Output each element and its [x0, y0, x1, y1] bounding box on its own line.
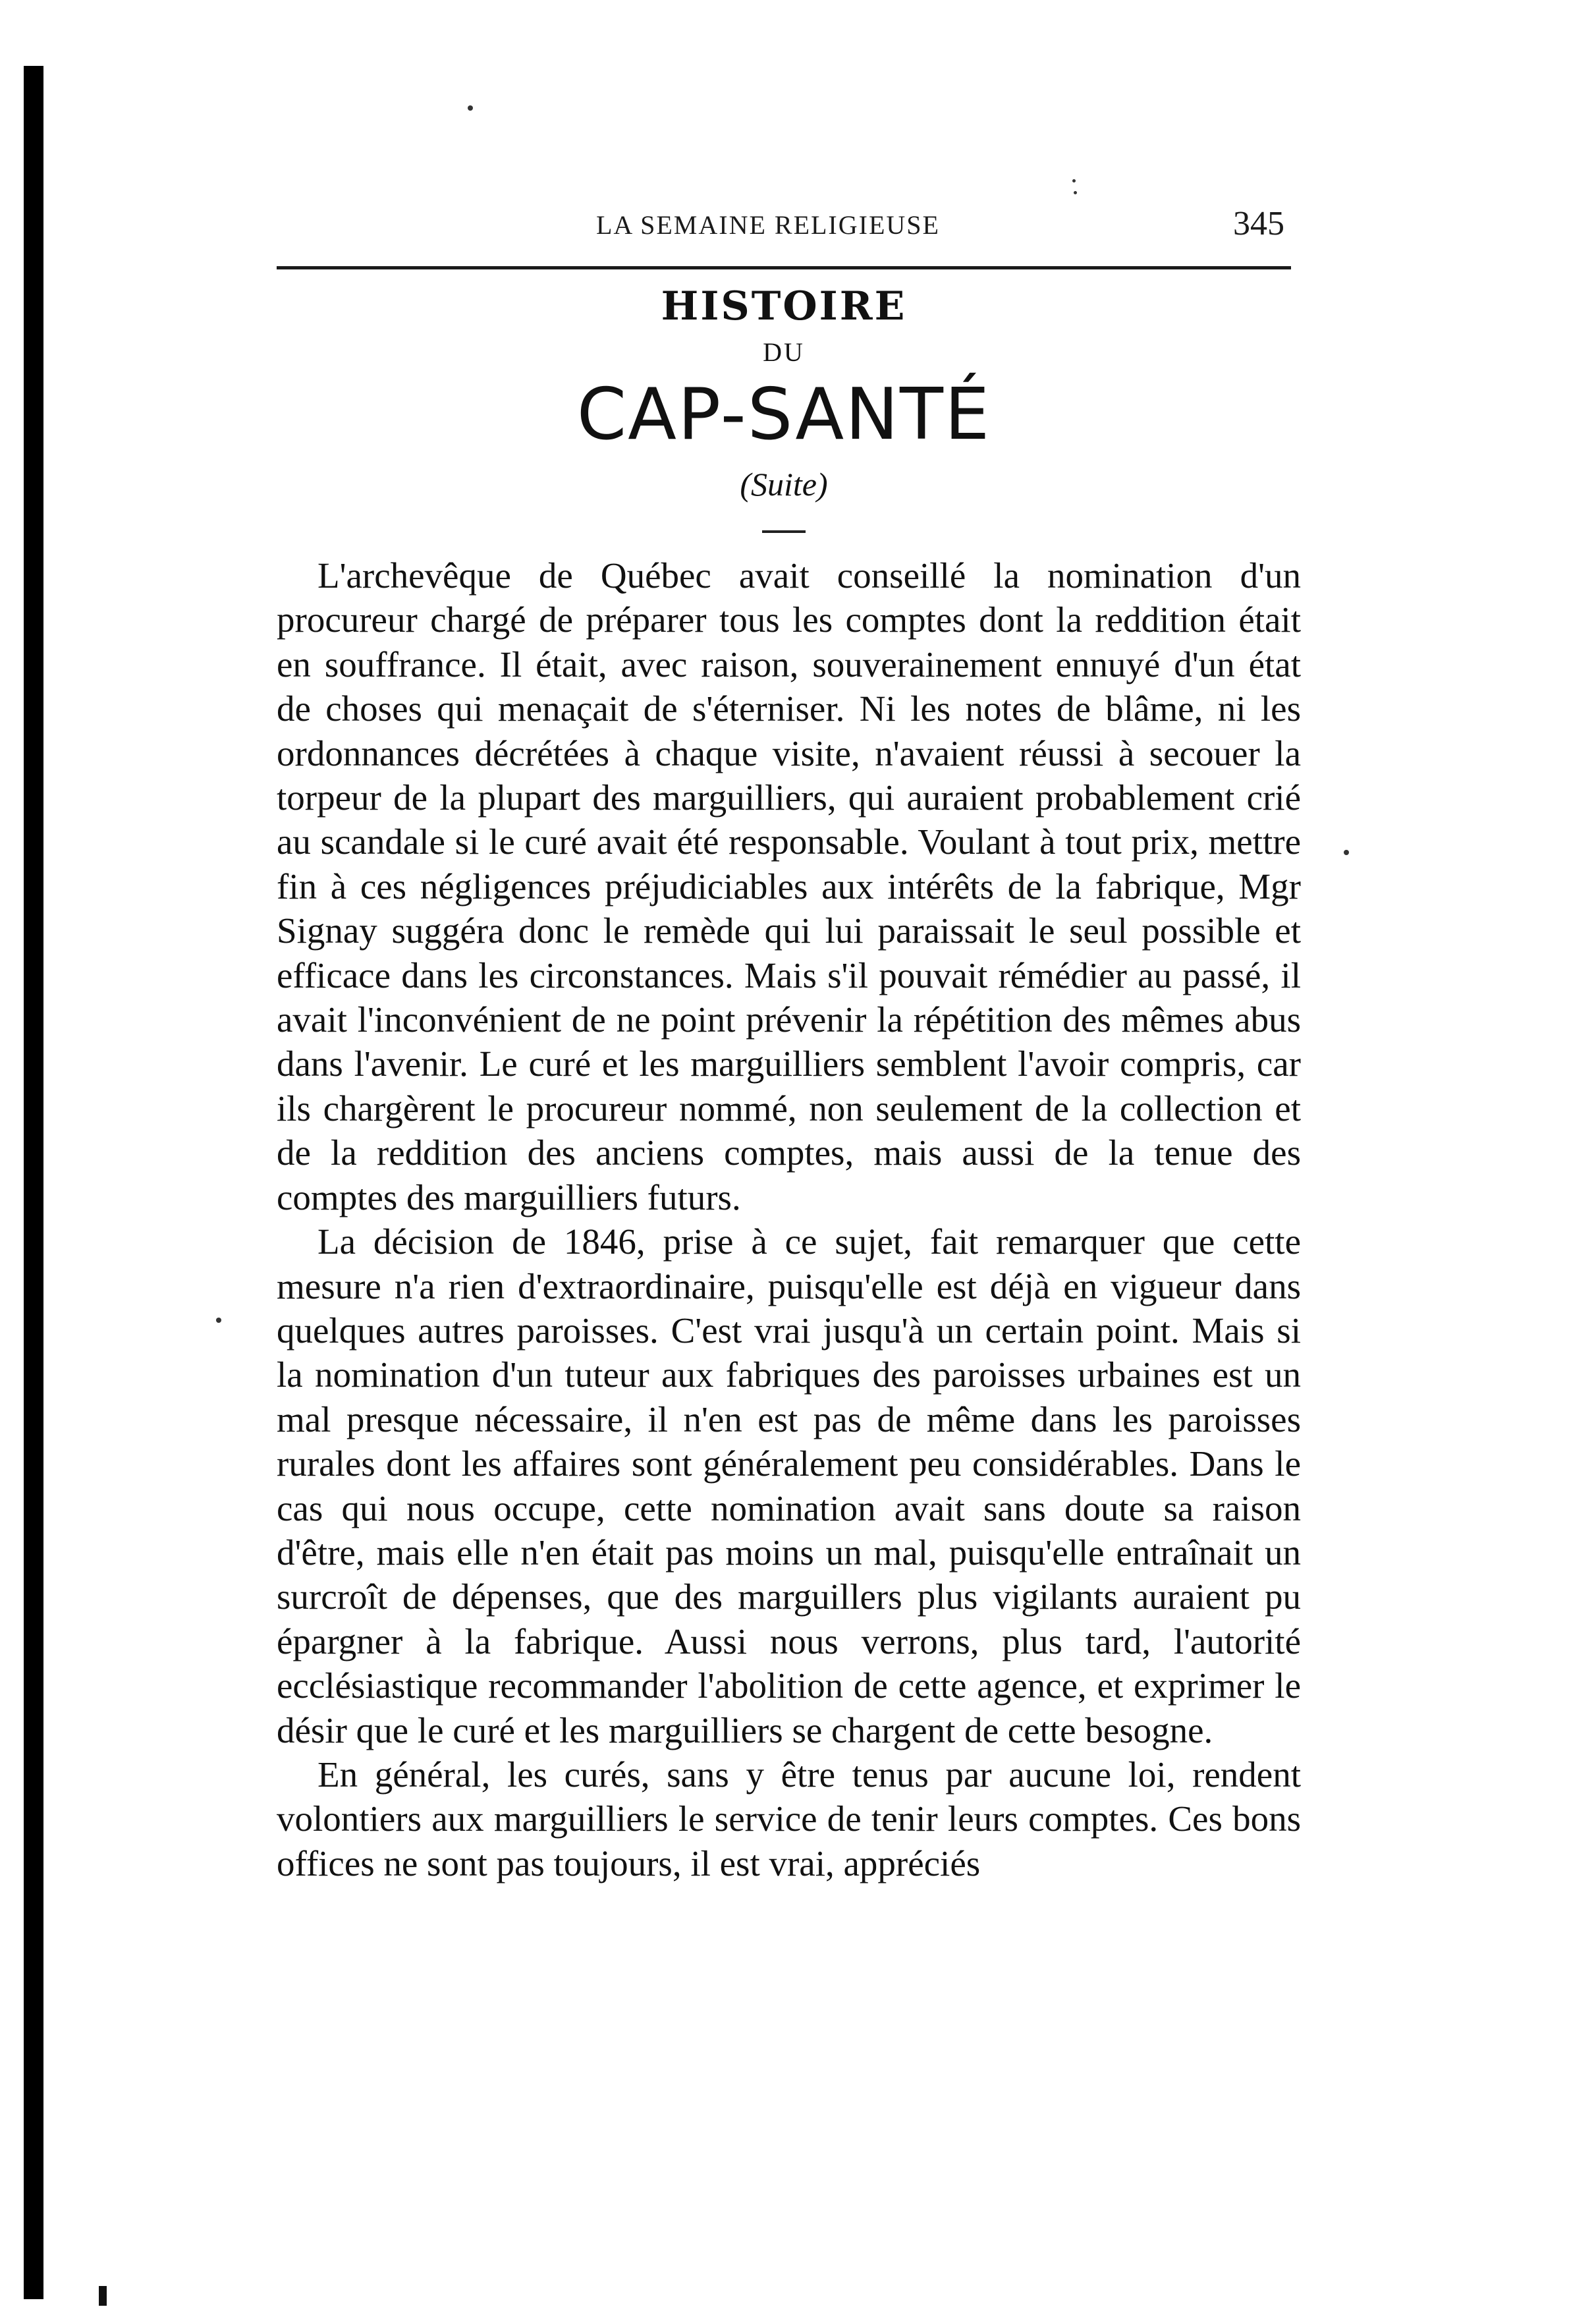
- print-speck: [1074, 191, 1077, 194]
- article-body: [277, 553, 1301, 1885]
- running-title: LA SEMAINE RELIGIEUSE: [596, 210, 940, 240]
- print-speck: [1072, 179, 1076, 182]
- print-speck: [216, 1318, 221, 1323]
- title-line-suite: (Suite): [740, 466, 828, 503]
- article-title: [277, 280, 1291, 511]
- title-line-cap-sante: CAP-SANTÉ: [576, 374, 991, 456]
- page-number: 345: [1233, 205, 1284, 242]
- page-binding-shadow: [24, 66, 43, 2299]
- page-binding-mark: [99, 2286, 107, 2306]
- title-rule: [762, 530, 806, 533]
- print-speck: [1344, 850, 1349, 855]
- print-speck: [468, 105, 473, 111]
- title-line-du: DU: [763, 337, 805, 367]
- paragraph: L'archevêque de Québec avait conseillé la nomination d'un procureur chargé de préparer tous les comptes dont la reddition était en souffrance. Il était, avec raison, souverainement ennuyé d'un état de choses qui menaçait de s'éterniser. Ni les notes de blâme, ni les ordonnances décrétées à chaque visite, n'avaient réussi à secouer la torpeur de la plupart des marguilliers, qui auraient probablement crié au scandale si le curé avait été responsable. Voulant à tout prix, mettre fin à ces négligences préjudiciables aux intérêts de la fabrique, Mgr Signay suggéra donc le remède qui lui paraissait le seul possible et efficace dans les circonstances. Mais s'il pouvait rémédier au passé, il avait l'inconvénient de ne point prévenir la répétition des mêmes abus dans l'avenir. Le curé et les marguilliers semblent l'avoir compris, car ils chargèrent le procureur nommé, non seulement de la collection et de la reddition des anciens comptes, mais aussi de la tenue des comptes des marguilliers futurs.: [277, 555, 1301, 1217]
- header-rule: [277, 266, 1291, 269]
- paragraph: En général, les curés, sans y être tenus par aucune loi, rendent volontiers aux marguilliers le service de tenir leurs comptes. Ces bons offices ne sont pas toujours, il est vrai, appréciés: [277, 1754, 1301, 1883]
- paragraph: La décision de 1846, prise à ce sujet, fait remarquer que cette mesure n'a rien d'extraordinaire, puisqu'elle est déjà en vigueur dans quelques autres paroisses. C'est vrai jusqu'à un certain point. Mais si la nomination d'un tuteur aux fabriques des paroisses urbaines est un mal presque nécessaire, il n'en est pas de même dans les paroisses rurales dont les affaires sont généralement peu considérables. Dans le cas qui nous occupe, cette nomination avait sans doute sa raison d'être, mais elle n'en était pas moins un mal, puisqu'elle entraînait un surcroît de dépenses, que des marguillers plus vigilants auraient pu épargner à la fabrique. Aussi nous verrons, plus tard, l'autorité ecclésiastique recommander l'abolition de cette agence, et exprimer le désir que le curé et les marguilliers se chargent de cette besogne.: [277, 1221, 1301, 1750]
- running-header: [277, 205, 1304, 262]
- title-line-histoire: HISTOIRE: [661, 283, 907, 329]
